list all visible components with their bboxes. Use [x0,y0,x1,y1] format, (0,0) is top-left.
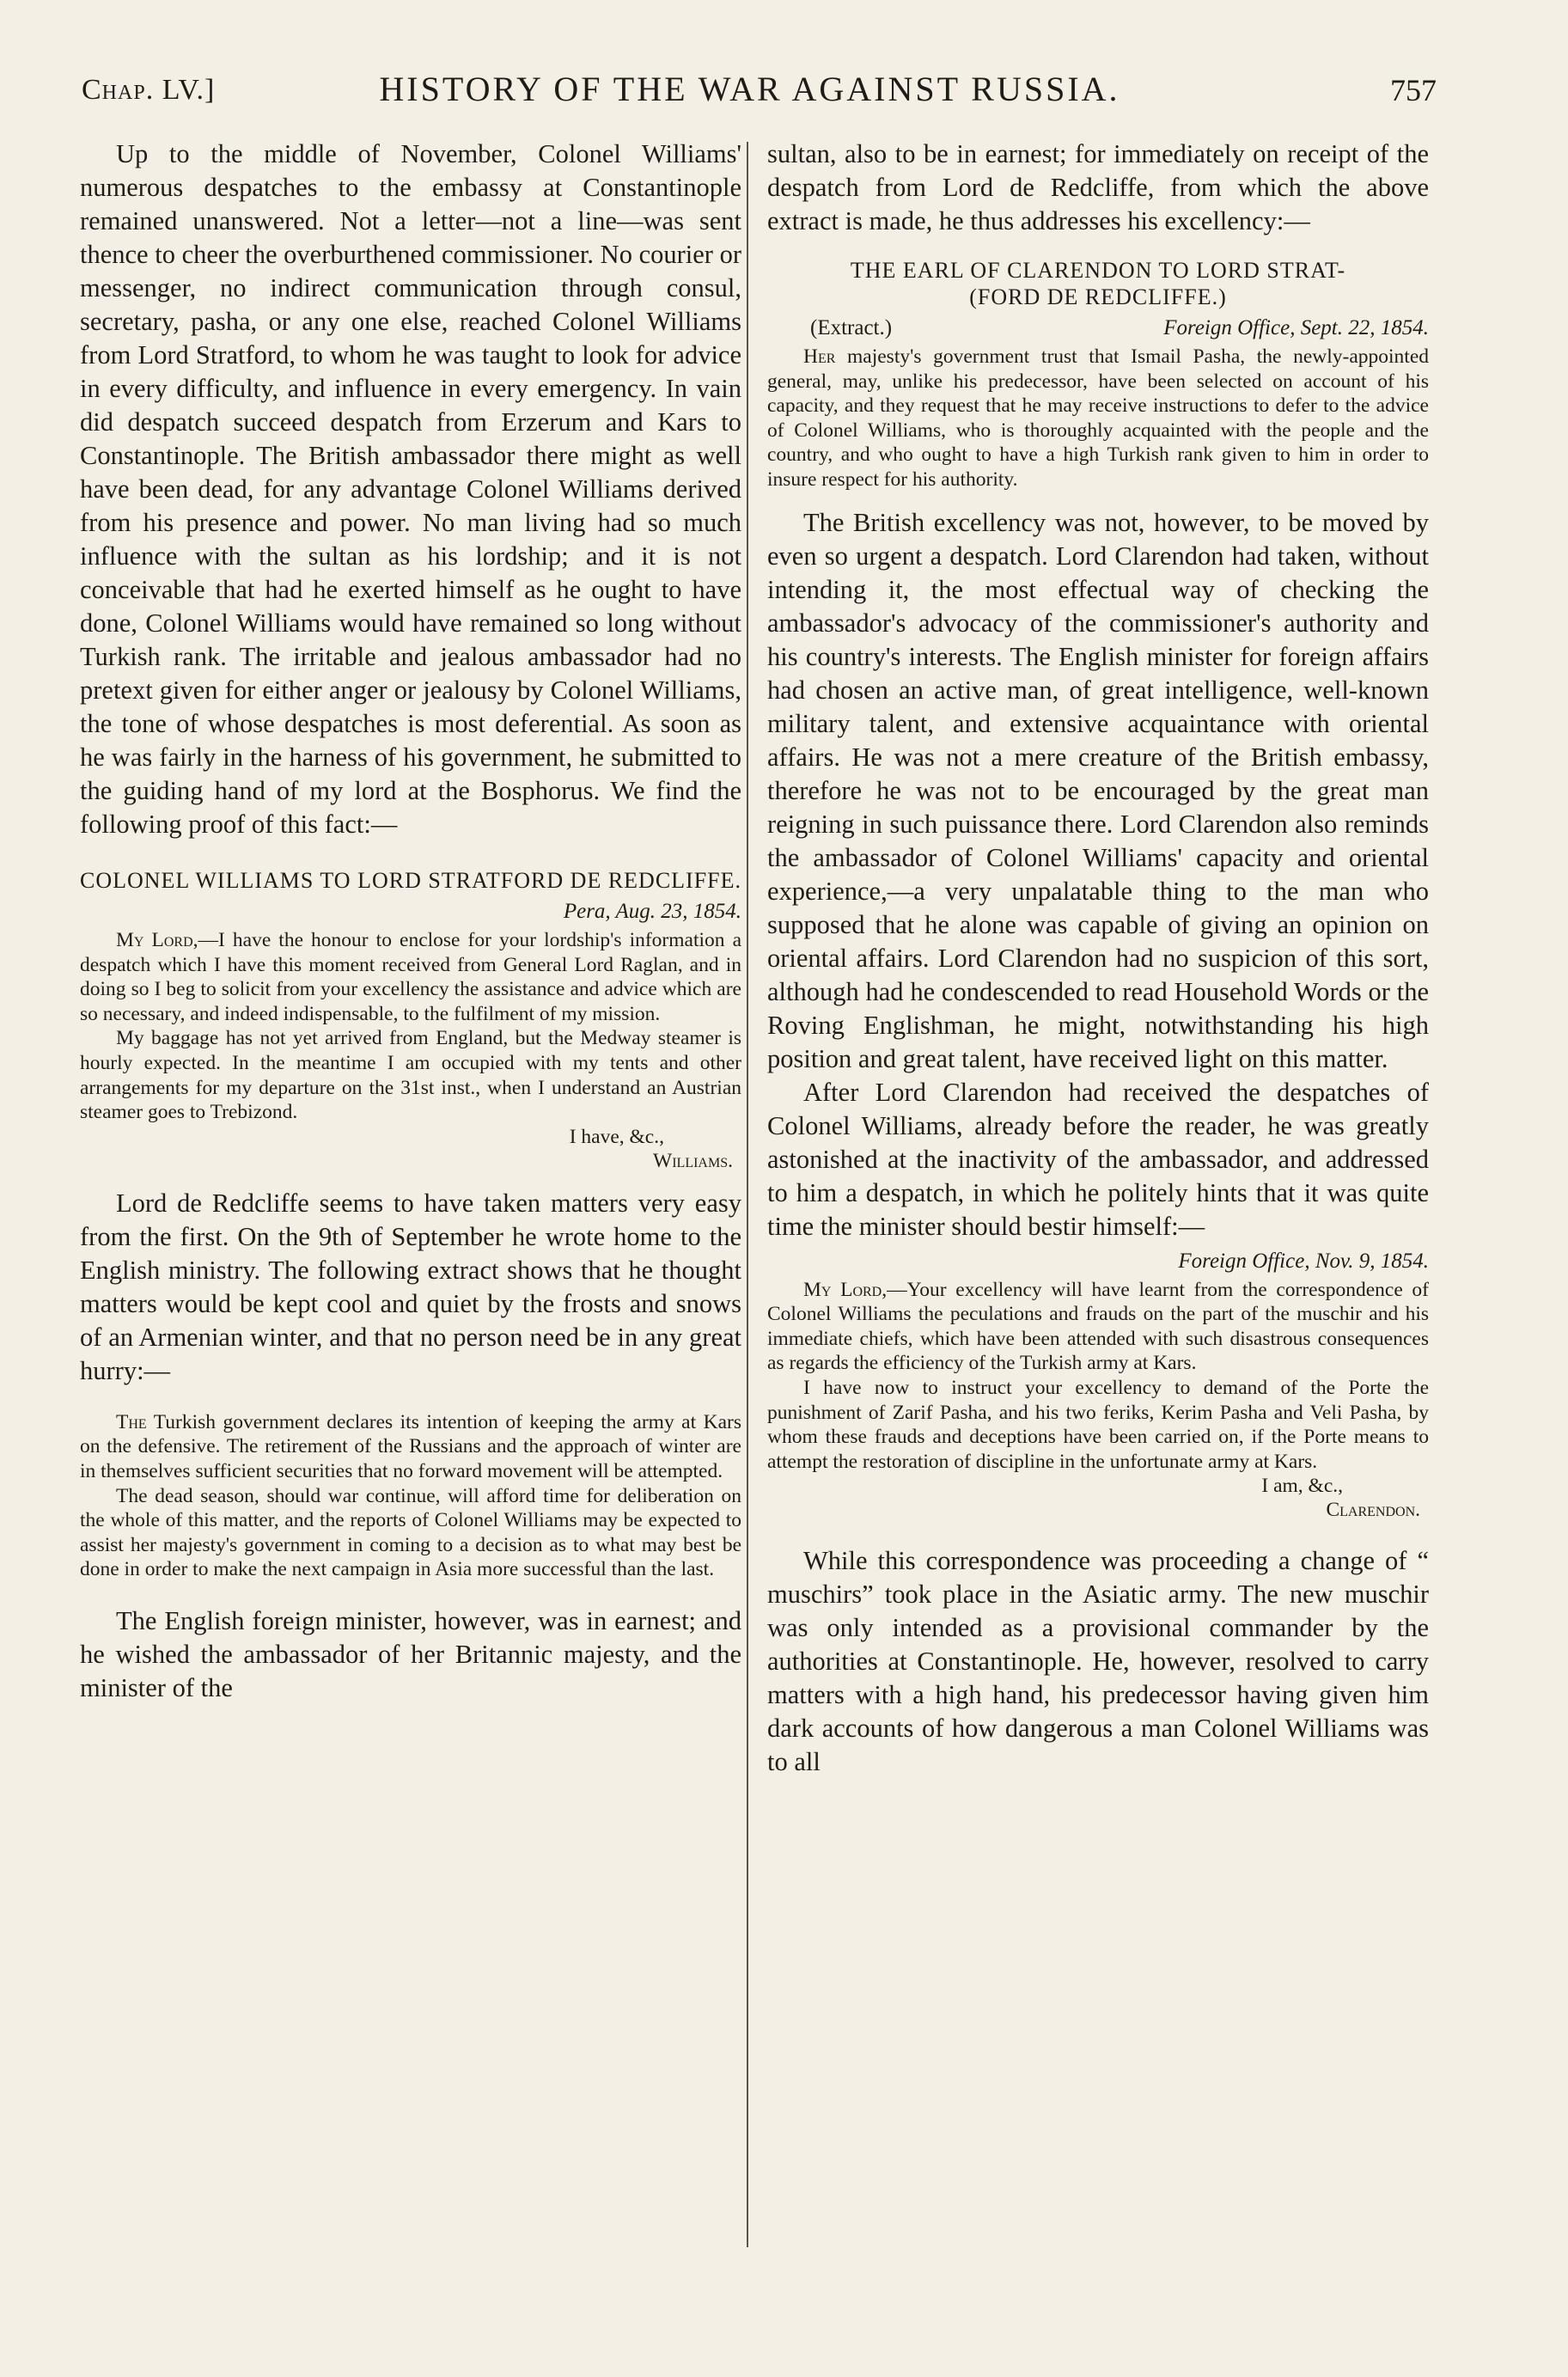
right-paragraph-4: While this correspondence was proceeding a change of “ muschirs” took place in the Asiatic army. The new muschir was only intended as a provisional commander by the authorities at Constantinople. He, however, resolved to carry matters with a high hand, his predecessor having given him dark accounts of how dangerous a man Colonel Williams was to all [767,1546,1429,1777]
dateline-nov: Foreign Office, Nov. 9, 1854. [1178,1249,1429,1273]
salutation: My Lord, [803,1278,888,1301]
closing: I have, &c., [569,1125,664,1148]
extract-label: (Extract.) [810,316,893,339]
right-paragraph-3: After Lord Clarendon had received the despatches of Colonel Williams, already before the reader, he was greatly astonished at the inactivity of the ambassador, and addressed to him a despatch, in which he politely hints that it was quite time the minister should bestir himself:— [767,1077,1429,1241]
heading-line-1: THE EARL OF CLARENDON TO LORD STRAT- [850,258,1346,283]
left-paragraph-1: Up to the middle of November, Colonel Williams' numerous despatches to the embassy at Constantinople remained unanswered. Not a letter—not a line—was sent thence to cheer the overburthened commissioner. No courier or messenger, no indirect communication through consul, secretary, pasha, or any one else, reached Colonel Williams from Lord Stratford, to whom he was taught to look for advice in every difficulty, and influence in every emergency. In vain did despatch succeed despatch from Erzerum and Kars to Constantinople. The British ambassador there might as well have been dead, for any advantage Colonel Williams derived from his presence and power. No man living had so much influence with the sultan as his lordship; and it is not conceivable that had he exerted himself as he ought to have done, Colonel Williams would have remained so long without Turkish rank. The irritable and jealous ambassador had no pretext given for either anger or jealousy by Colonel Williams, the tone of whose despatches is most deferential. As soon as he was fairly in the harness of his government, he submitted to the guiding hand of my lord at the Bosphorus. We find the following proof of this fact:— [80,139,741,839]
extract-p2: The dead season, should war continue, will afford time for deliberation on the whole of this matter, and the reports of Colonel Williams may be expected to assist her majesty's government in coming to a decision as to what may best be done in order to make the next campaign in Asia more successful than the last. [80,1484,741,1581]
letter-williams-close [80,1125,741,1173]
closing: I am, &c., [1261,1475,1343,1498]
column-divider [747,142,748,2247]
heading-line-2: (FORD DE REDCLIFFE.) [969,284,1227,309]
right-paragraph-2: The British excellency was not, however, to be moved by even so urgent a despatch. Lord Clarendon had taken, without intending it, the most effectual way of checking the ambassador's advocacy of the commissioner's authority and his country's interests. The English minister for foreign affairs had chosen an active man, of great intelligence, well-known military talent, and extensive acquaintance with oriental affairs. He was not a mere creature of the British embassy, therefore he was not to be encouraged by the great man reigning in such puissance there. Lord Clarendon also reminds the ambassador of Colonel Williams' capacity and oriental experience,—a very unpalatable thing to the man who supposed that he alone was capable of giving an opinion on oriental affairs. Lord Clarendon had no suspicion of this sort, although had he condescended to read Household Words or the Roving Englishman, he might, notwithstanding his high position and great talent, have received light on this matter. [767,507,1429,1073]
signature: Clarendon. [1326,1499,1420,1522]
letter-heading-williams: COLONEL WILLIAMS TO LORD STRATFORD DE REDCLIFFE. [80,868,741,893]
page-title: HISTORY OF THE WAR AGAINST RUSSIA. [379,70,1120,108]
letter-text: —I have the honour to enclose for your lordship's information a despatch which I have this moment received from General Lord Raglan, and in doing so I beg to solicit from your excellency the assistance and advice which are so necessary, and indeed indispensable, to the fulfilment of my mission. [80,929,741,1025]
left-paragraph-3: The English foreign minister, however, was in earnest; and he wished the ambassador of her Britannic majesty, and the minister of the [80,1605,741,1702]
extract-p1 [80,1410,741,1484]
letter-lead: Her [803,345,836,368]
letter-text: —Your excellency will have learnt from the correspondence of Colonel Williams the peculations and frauds on the part of the muschir and his immediate chiefs, which have been attended with such disastrous consequences as regards the efficiency of the Turkish army at Kars. [767,1278,1429,1375]
right-column [767,137,1429,2260]
running-header [82,67,1437,119]
page-number: 757 [1390,73,1437,107]
letter-heading-clarendon [767,257,1429,310]
letter-williams-p1 [80,928,741,1026]
dateline-pera: Pera, Aug. 23, 1854. [563,900,741,923]
signature: Williams. [653,1149,733,1172]
letter-nov-p1 [767,1278,1429,1376]
foreign-office-date: Foreign Office, Sept. 22, 1854. [1163,316,1429,339]
right-paragraph-1: sultan, also to be in earnest; for immediately on receipt of the despatch from Lord de Redcliffe, from which the above extract is made, he thus addresses his excellency:— [767,139,1429,235]
extract-lead: The [116,1410,147,1433]
letter-nov-p2: I have now to instruct your excellency to demand of the Porte the punishment of Zarif Pasha, and his two feriks, Kerim Pasha and Veli Pasha, by whom these frauds and deceptions have been carried on, if the Porte means to attempt the restoration of discipline in the unfortunate army at Kars. [767,1376,1429,1473]
letter-nov-close [767,1474,1429,1522]
letter-text: majesty's government trust that Ismail Pasha, the newly-appointed general, may, unlike his predecessor, have been selected on account of his capacity, and they request that he may receive instructions to defer to the advice of Colonel Williams, who is thoroughly acquainted with the people and the country, and who ought to have a high Turkish rank given to him in order to insure respect for his authority. [767,345,1429,491]
salutation: My Lord, [116,929,198,951]
extract-text: Turkish government declares its intention of keeping the army at Kars on the defensive. The retirement of the Russians and the approach of winter are in themselves sufficient securities that no forward movement will be attempted. [80,1410,741,1482]
letter-williams-p2: My baggage has not yet arrived from England, but the Medway steamer is hourly expected. In the meantime I am occupied with my tents and other arrangements for my departure on the 31st inst., when I understand an Austrian steamer goes to Trebizond. [80,1027,741,1124]
chapter-label: Chap. LV.] [82,74,216,106]
dateline-extract [767,315,1429,341]
letter-clarendon-p [767,345,1429,492]
left-column [80,137,741,2260]
left-paragraph-2: Lord de Redcliffe seems to have taken matters very easy from the first. On the 9th of September he wrote home to the English ministry. The following extract shows that he thought matters would be kept cool and quiet by the frosts and snows of an Armenian winter, and that no person need be in any great hurry:— [80,1188,741,1385]
